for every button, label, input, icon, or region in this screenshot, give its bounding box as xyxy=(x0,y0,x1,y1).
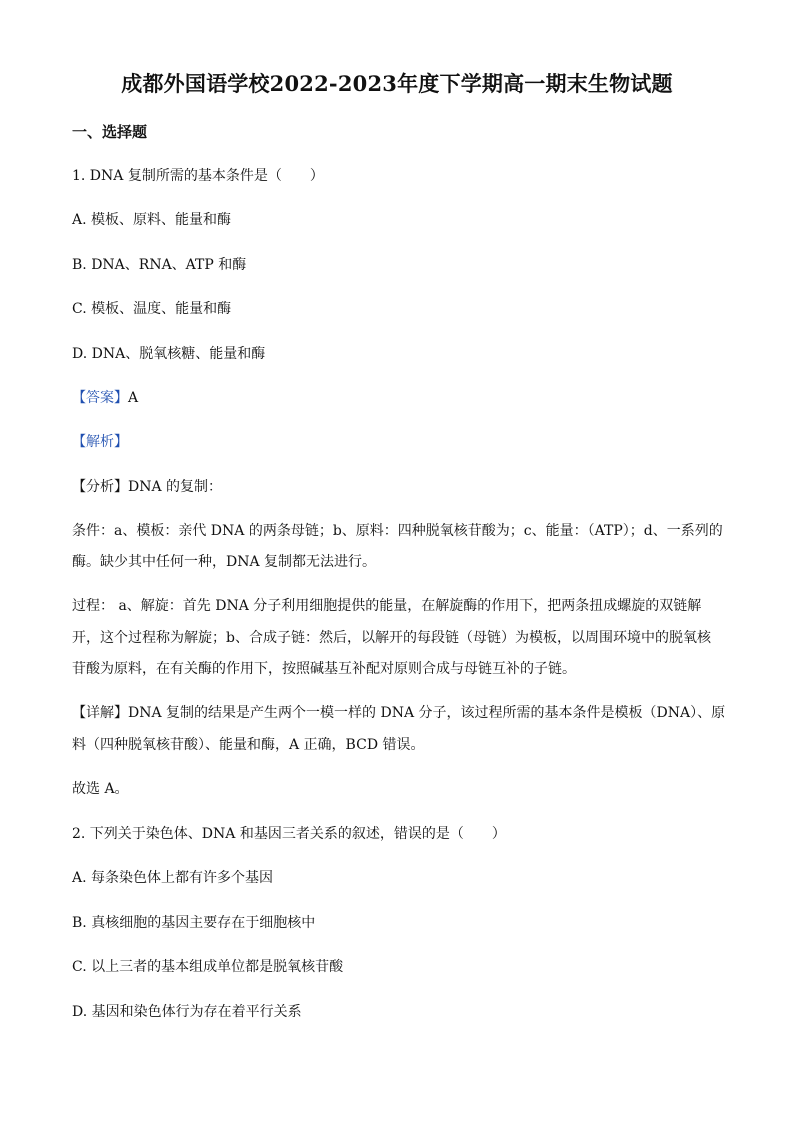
conclusion: 故选 A。 xyxy=(72,781,129,797)
question-2-option-d: D. 基因和染色体行为存在着平行关系 xyxy=(72,1004,302,1020)
fenxi-tag: 【分析】 xyxy=(72,479,128,495)
question-1-option-d: D. DNA、脱氧核糖、能量和酶 xyxy=(72,346,266,362)
xiangjie-tag: 【详解】 xyxy=(72,705,128,721)
question-1-option-c: C. 模板、温度、能量和酶 xyxy=(72,301,232,317)
question-2-stem: 2. 下列关于染色体、DNA 和基因三者关系的叙述，错误的是（ ） xyxy=(72,826,506,842)
question-1-option-a: A. 模板、原料、能量和酶 xyxy=(72,212,232,228)
section-heading: 一、选择题 xyxy=(72,123,148,141)
process-line-2: 开，这个过程称为解旋；b、合成子链：然后，以解开的每段链（母链）为模板，以周围环境中的脱氧核 xyxy=(72,630,711,646)
question-2-option-c: C. 以上三者的基本组成单位都是脱氧核苷酸 xyxy=(72,959,344,975)
condition-line-2: 酶。缺少其中任何一种，DNA 复制都无法进行。 xyxy=(72,554,377,570)
question-1-option-b: B. DNA、RNA、ATP 和酶 xyxy=(72,257,247,273)
xiangjie-text-1: DNA 复制的结果是产生两个一模一样的 DNA 分子，该过程所需的基本条件是模板（DNA）、原 xyxy=(128,705,726,721)
xiangjie-line-2: 料（四种脱氧核苷酸）、能量和酶，A 正确，BCD 错误。 xyxy=(72,737,425,753)
question-1-stem: 1. DNA 复制所需的基本条件是（ ） xyxy=(72,168,324,184)
analysis-heading xyxy=(72,432,722,452)
process-line-3: 苷酸为原料，在有关酶的作用下，按照碱基互补配对原则合成与母链互补的子链。 xyxy=(72,661,576,677)
question-2-option-b: B. 真核细胞的基因主要存在于细胞核中 xyxy=(72,915,316,931)
answer-value: A xyxy=(128,390,139,406)
xiangjie-line-1 xyxy=(72,703,726,723)
answer-tag: 【答案】 xyxy=(72,390,128,406)
process-line-1: 过程： a、解旋：首先 DNA 分子利用细胞提供的能量，在解旋酶的作用下，把两条扭成螺旋的双链解 xyxy=(72,598,702,614)
condition-line-1: 条件：a、模板：亲代 DNA 的两条母链；b、原料：四种脱氧核苷酸为；c、能量：（ATP）；d、一系列的 xyxy=(72,523,723,539)
fenxi-line xyxy=(72,477,722,497)
question-2-option-a: A. 每条染色体上都有许多个基因 xyxy=(72,870,274,886)
answer-line xyxy=(72,388,722,408)
page-title: 成都外国语学校2022-2023年度下学期高一期末生物试题 xyxy=(121,71,673,96)
analysis-tag: 【解析】 xyxy=(72,434,128,450)
fenxi-text: DNA 的复制： xyxy=(128,479,223,495)
